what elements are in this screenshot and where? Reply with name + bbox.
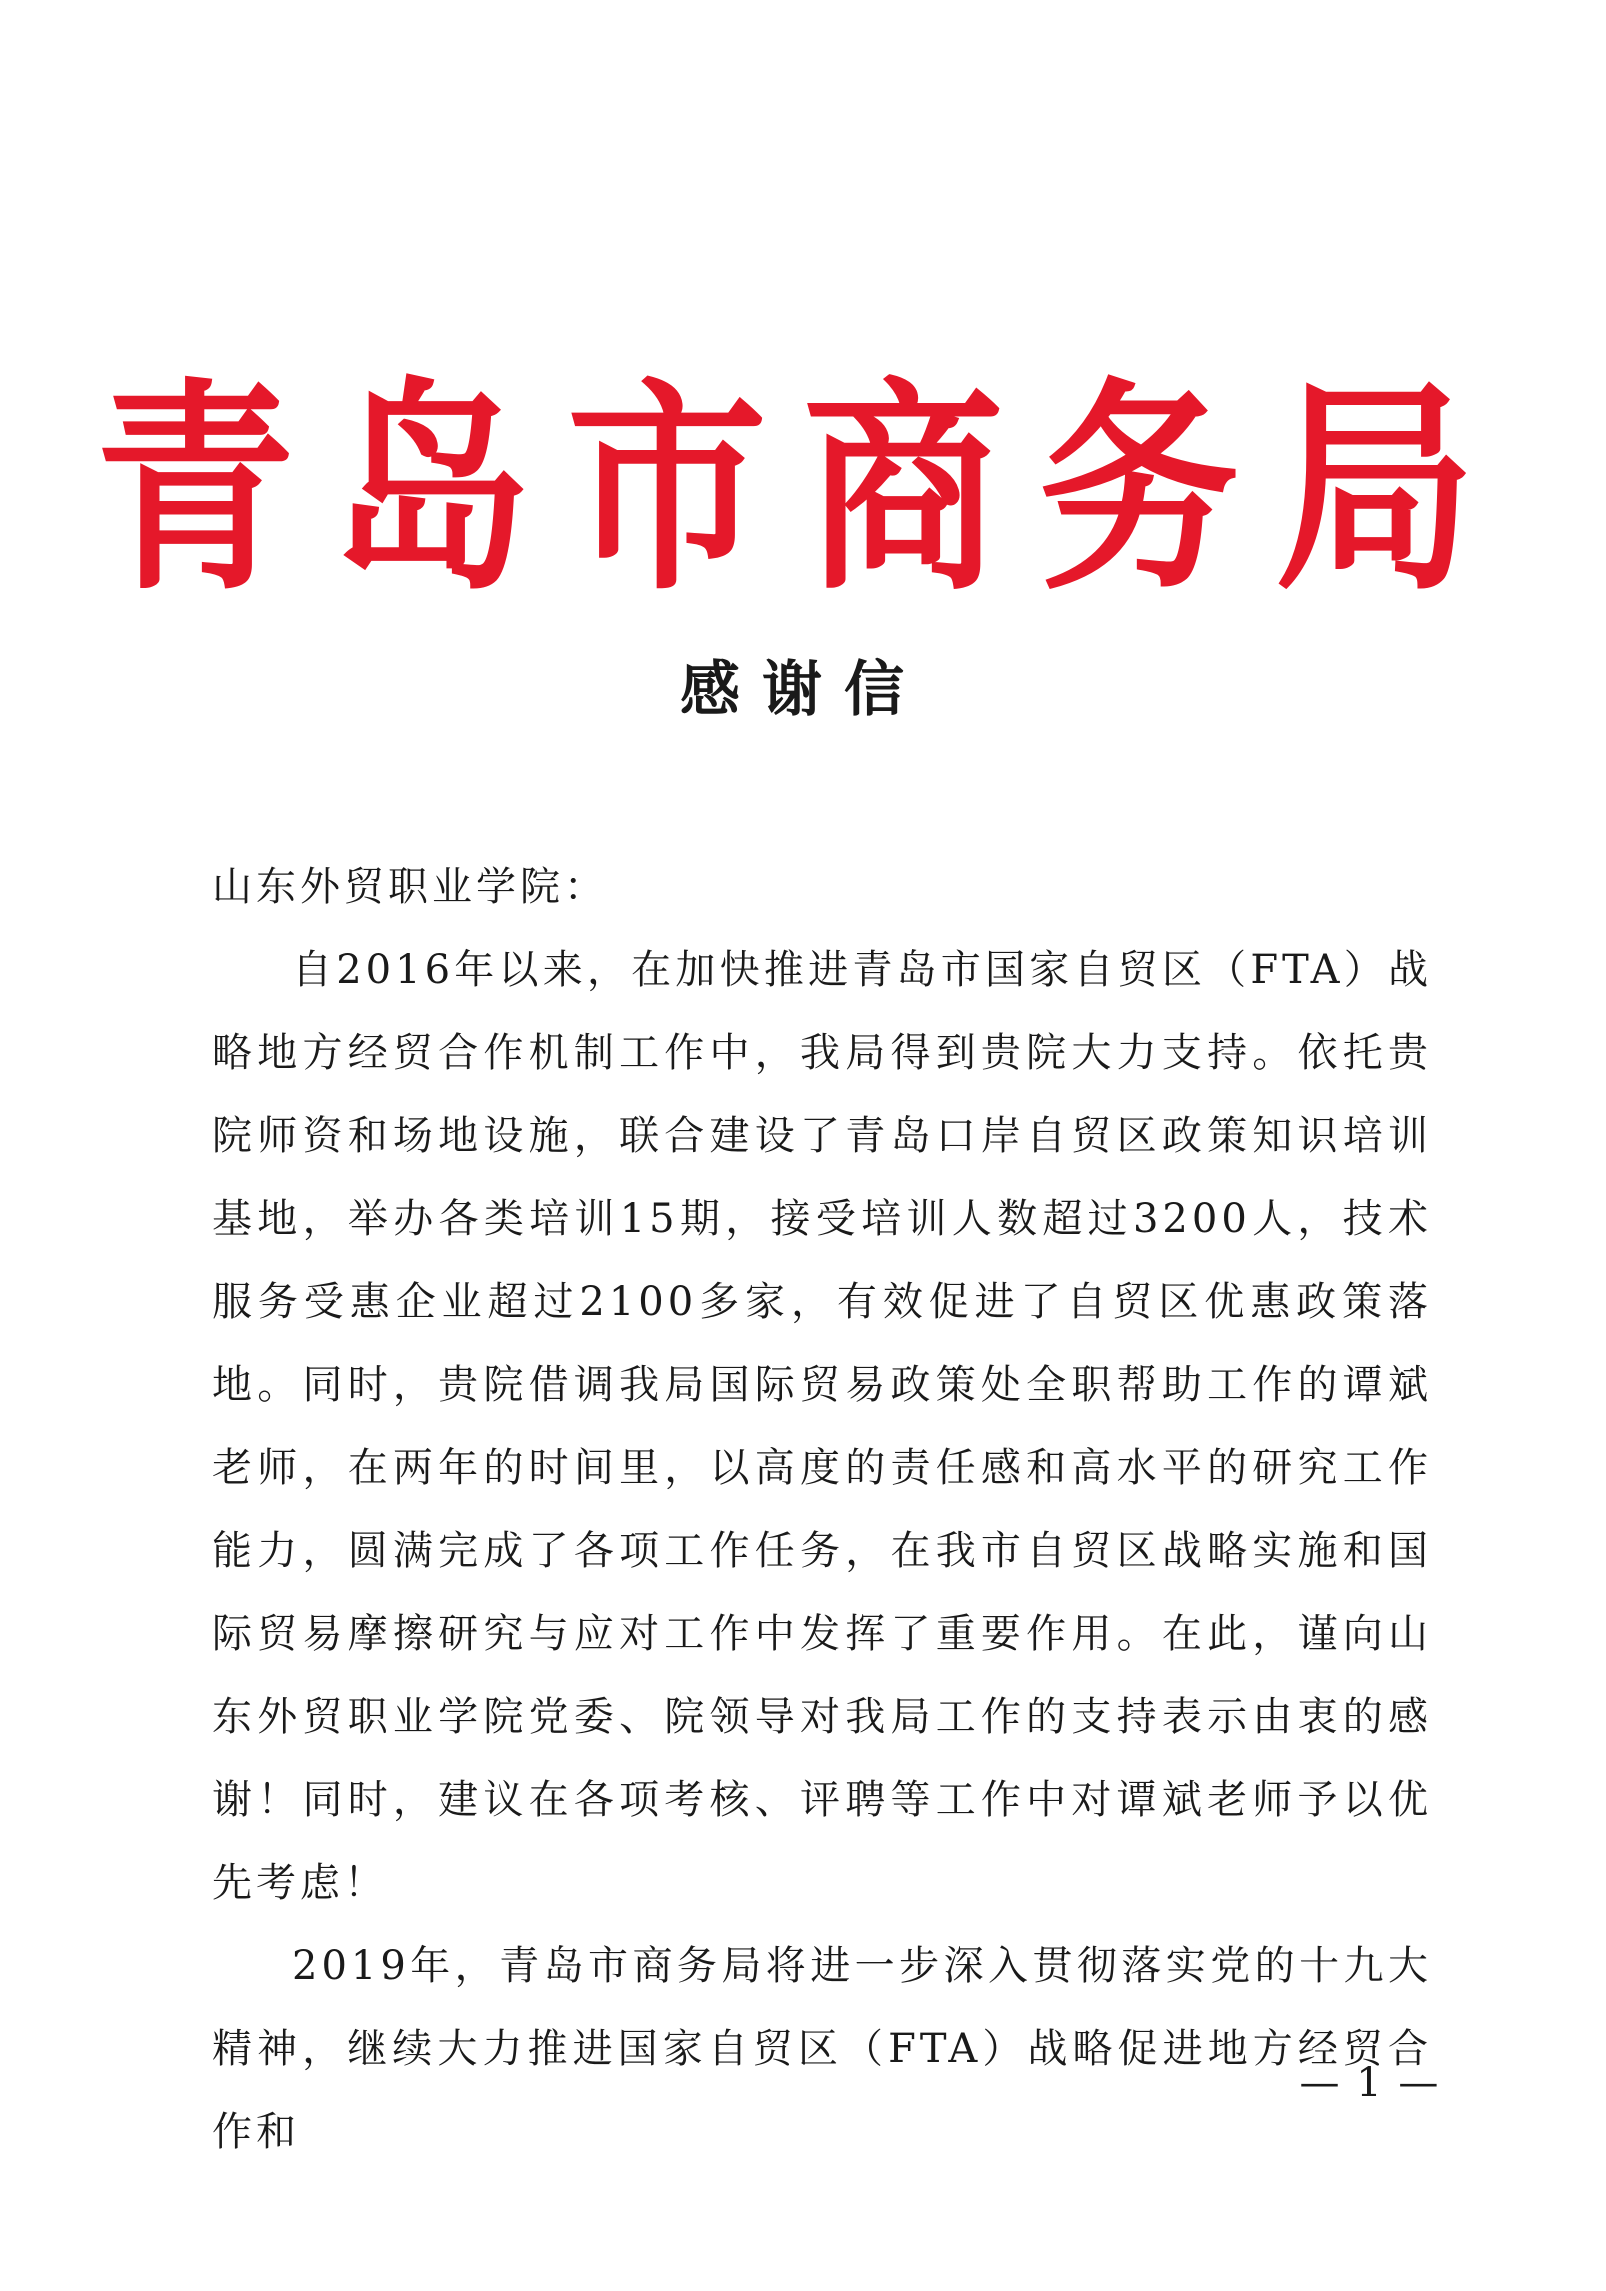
letter-salutation: 山东外贸职业学院： — [212, 864, 608, 910]
letter-paragraph-1: 自2016年以来，在加快推进青岛市国家自贸区（FTA）战略地方经贸合作机制工作中，我局得到贵院大力支持。依托贵院师资和场地设施，联合建设了青岛口岸自贸区政策知识培训基地，举办各类培训15期，接受培训人数超过3200人，技术服务受惠企业超过2100多家，有效促进了自贸区优惠政策落地。同时，贵院借调我局国际贸易政策处全职帮助工作的谭斌老师，在两年的时间里，以高度的责任感和高水平的研究工作能力，圆满完成了各项工作任务，在我市自贸区战略实施和国际贸易摩擦研究与应对工作中发挥了重要作用。在此，谨向山东外贸职业学院党委、院领导对我局工作的支持表示由衷的感谢！同时，建议在各项考核、评聘等工作中对谭斌老师予以优先考虑！ — [212, 947, 1432, 1906]
letterhead-organization: 青岛市商务局 — [94, 357, 1511, 622]
page-number: — 1 — — [1299, 2060, 1441, 2106]
letter-body — [212, 846, 1432, 2174]
letter-paragraph-2: 2019年，青岛市商务局将进一步深入贯彻落实党的十九大精神，继续大力推进国家自贸区（FTA）战略促进地方经贸合作和 — [212, 1943, 1432, 2155]
letter-title: 感谢信 — [680, 655, 926, 725]
